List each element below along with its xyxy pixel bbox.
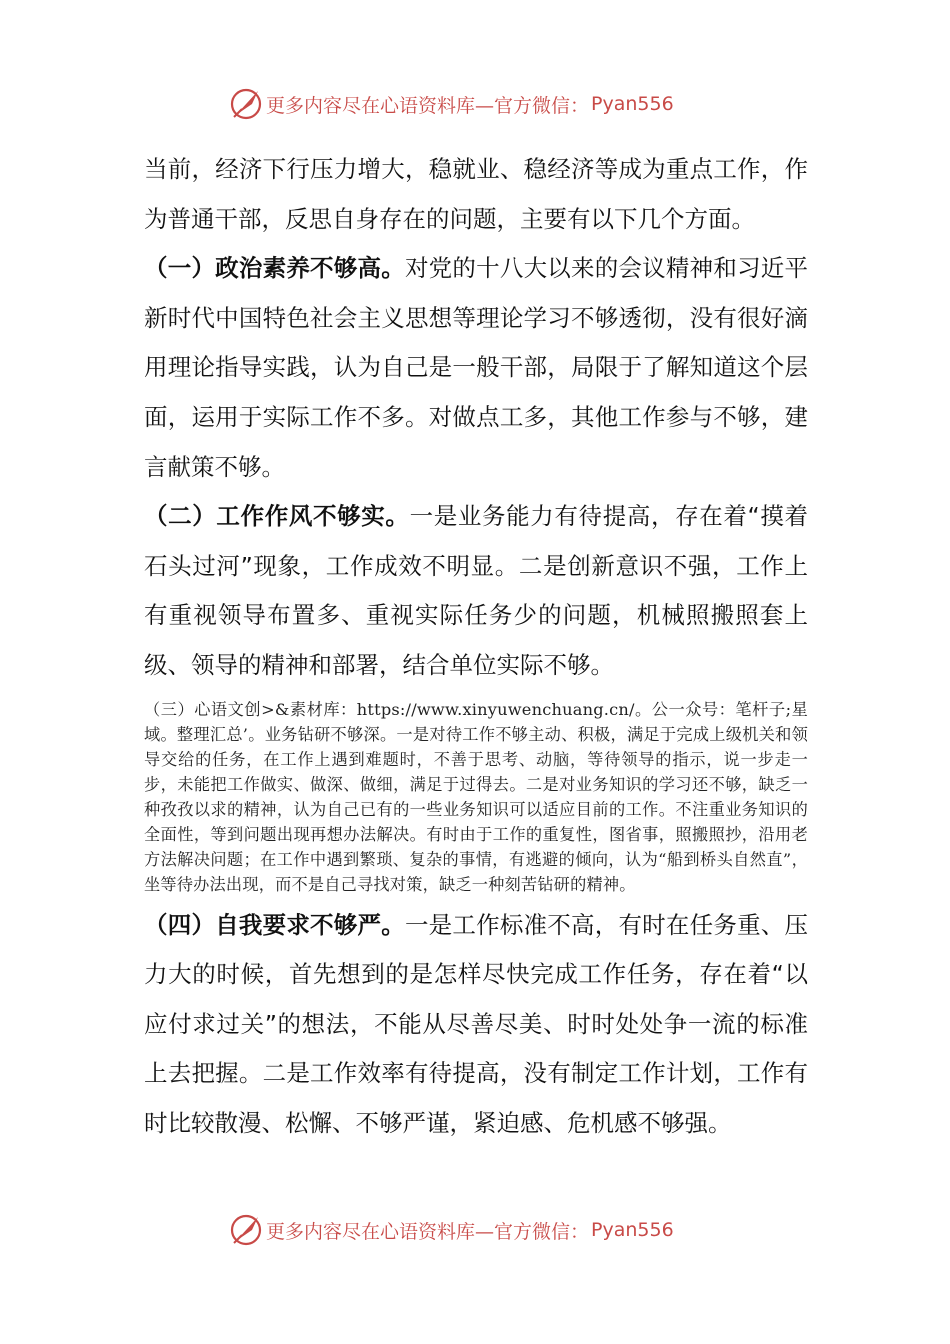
watermark-id: Pyan556 — [591, 93, 674, 115]
watermark-id: Pyan556 — [591, 1219, 674, 1241]
section-2-paragraph — [144, 492, 808, 690]
quill-logo-icon — [228, 1212, 264, 1248]
section-2-text: 一是业务能力有待提高，存在着“摸着石头过河”现象，工作成效不明显。二是创新意识不强，工作上有重视领导布置多、重视实际任务少的问题，机械照搬照套上级、领导的精神和部署，结合单位实际不够。 — [144, 502, 808, 679]
section-4-text: 一是工作标准不高，有时在任务重、压力大的时候，首先想到的是怎样尽快完成工作任务，存在着“以应付求过关”的想法，不能从尽善尽美、时时处处争一流的标准上去把握。二是工作效率有待提高，没有制定工作计划，工作有时比较散漫、松懈、不够严谨，紧迫感、危机感不够强。 — [144, 910, 809, 1137]
section-1-text: 对党的十八大以来的会议精神和习近平新时代中国特色社会主义思想等理论学习不够透彻，没有很好滴用理论指导实践，认为自己是一般干部，局限于了解知道这个层面，运用于实际工作不多。对做点工多，其他工作参与不够，建言献策不够。 — [144, 254, 809, 481]
section-4-paragraph — [144, 901, 808, 1149]
watermark-header — [228, 84, 728, 124]
quill-logo-icon — [228, 86, 264, 122]
watermark-footer — [228, 1210, 728, 1250]
section-1-heading: （一）政治素养不够高。 — [144, 254, 405, 283]
intro-paragraph: 当前，经济下行压力增大，稳就业、稳经济等成为重点工作，作为普通干部，反思自身存在的问题，主要有以下几个方面。 — [144, 155, 808, 233]
section-1-paragraph — [144, 244, 808, 492]
section-3-paragraph: （三）心语文创>&素材库：https://www.xinyuwenchuang.cn/。公一众号：笔杆子;星域。整理汇总’。业务钻研不够深。一是对待工作不够主动、积极，满足于完成上级机关和领导交给的任务，在工作上遇到难题时，不善于思考、动脑，等待领导的指示，说一步走一步，未能把工作做实、做深、做细，满足于过得去。二是对业务知识的学习还不够，缺乏一种孜孜以求的精神，认为自己已有的一些业务知识可以适应目前的工作。不注重业务知识的全面性，等到问题出现再想办法解决。有时由于工作的重复性，图省事，照搬照抄，沿用老方法解决问题；在工作中遇到繁琐、复杂的事情，有逃避的倾向，认为“船到桥头自然直”，坐等待办法出现，而不是自己寻找对策，缺乏一种刻苦钻研的精神。 — [144, 699, 808, 894]
document-body — [144, 145, 808, 1149]
section-4-heading: （四）自我要求不够严。 — [144, 910, 405, 939]
watermark-text: 更多内容尽在心语资料库—官方微信： — [266, 94, 590, 117]
section-2-heading: （二）工作作风不够实。 — [144, 502, 410, 531]
watermark-text: 更多内容尽在心语资料库—官方微信： — [266, 1220, 590, 1243]
